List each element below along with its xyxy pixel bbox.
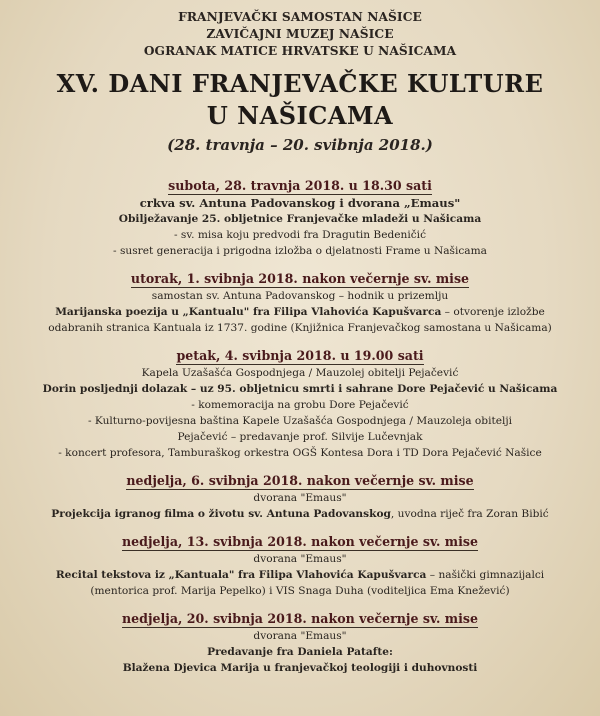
event-1-line-3: - susret generacija i prigodna izložba o djelatnosti Frame u Našicama [113,245,487,257]
event-5 [0,531,600,599]
event-1-line-1: Obilježavanje 25. obljetnice Franjevačke mladeži u Našicama [118,213,482,225]
event-5-line-1 [0,567,600,583]
event-4-line-1-rest: , uvodna riječ fra Zoran Bibić [390,508,549,520]
event-2-line-1 [0,304,600,320]
event-4-line-1 [0,506,600,522]
event-3-line-3: - Kulturno-povijesna baština Kapele Uzašašća Gospodnjega / Mauzoleja obitelji [87,415,513,427]
organizers [0,0,600,60]
event-5-line-2: (mentorica prof. Marija Pepelko) i VIS Snaga Duha (voditeljica Ema Knežević) [90,585,510,597]
event-5-line-1-rest: – našički gimnazijalci [426,569,545,581]
event-1 [0,175,600,259]
event-3 [0,345,600,461]
event-list [0,175,600,676]
organizer-3: OGRANAK MATICE HRVATSKE U NAŠICAMA [143,44,457,58]
event-1-venue: crkva sv. Antuna Padovanskog i dvorana „Emaus" [139,196,461,210]
event-1-heading: subota, 28. travnja 2018. u 18.30 sati [168,178,432,193]
organizer-1: FRANJEVAČKI SAMOSTAN NAŠICE [178,10,422,24]
event-6-heading: nedjelja, 20. svibnja 2018. nakon večernje sv. mise [121,611,479,626]
title-line-1: XV. DANI FRANJEVAČKE KULTURE [56,69,544,98]
event-3-heading: petak, 4. svibnja 2018. u 19.00 sati [176,348,424,363]
title-line-2: U NAŠICAMA [206,101,394,130]
event-6-venue: dvorana "Emaus" [253,630,347,642]
event-3-line-2: - komemoracija na grobu Dore Pejačević [191,399,409,411]
event-3-line-4: Pejačević – predavanje prof. Silvije Lučevnjak [177,431,423,443]
event-4-heading: nedjelja, 6. svibnja 2018. nakon večernje sv. mise [126,473,474,488]
event-2-heading: utorak, 1. svibnja 2018. nakon večernje sv. mise [130,271,470,286]
event-2-line-2: odabranih stranica Kantuala iz 1737. godine (Knjižnica Franjevačkog samostana u Našicama) [48,322,552,334]
event-5-venue: dvorana "Emaus" [253,553,347,565]
organizer-2: ZAVIČAJNI MUZEJ NAŠICE [206,27,394,41]
event-2 [0,268,600,336]
event-3-line-1: Dorin posljednji dolazak – uz 95. obljetnicu smrti i sahrane Dore Pejačević u Našicama [42,383,558,395]
event-5-line-1-bold: Recital tekstova iz „Kantuala" fra Filipa Vlahovića Kapušvarca [55,569,427,581]
event-6-line-1: Predavanje fra Daniela Patafte: [207,646,393,658]
event-4-line-1-bold: Projekcija igranog filma o životu sv. Antuna Padovanskog [51,508,391,520]
event-2-venue: samostan sv. Antuna Padovanskog – hodnik u prizemlju [151,290,449,302]
event-4 [0,470,600,522]
event-2-line-1-rest: – otvorenje izložbe [441,306,545,318]
event-4-venue: dvorana "Emaus" [253,492,347,504]
event-2-line-1-bold: Marijanska poezija u „Kantualu" fra Filipa Vlahovića Kapušvarca [55,306,442,318]
date-range: (28. travnja – 20. svibnja 2018.) [167,136,433,154]
event-3-line-5: - koncert profesora, Tamburaškog orkestra OGŠ Kontesa Dora i TD Dora Pejačević Našice [58,447,542,459]
event-3-venue: Kapela Uzašašća Gospodnjega / Mauzolej obitelji Pejačević [141,367,459,379]
event-5-heading: nedjelja, 13. svibnja 2018. nakon večernje sv. mise [121,534,479,549]
event-6 [0,608,600,676]
event-1-line-2: - sv. misa koju predvodi fra Dragutin Bedeničić [173,229,427,241]
event-6-line-2: Blažena Djevica Marija u franjevačkoj teologiji i duhovnosti [122,662,478,674]
